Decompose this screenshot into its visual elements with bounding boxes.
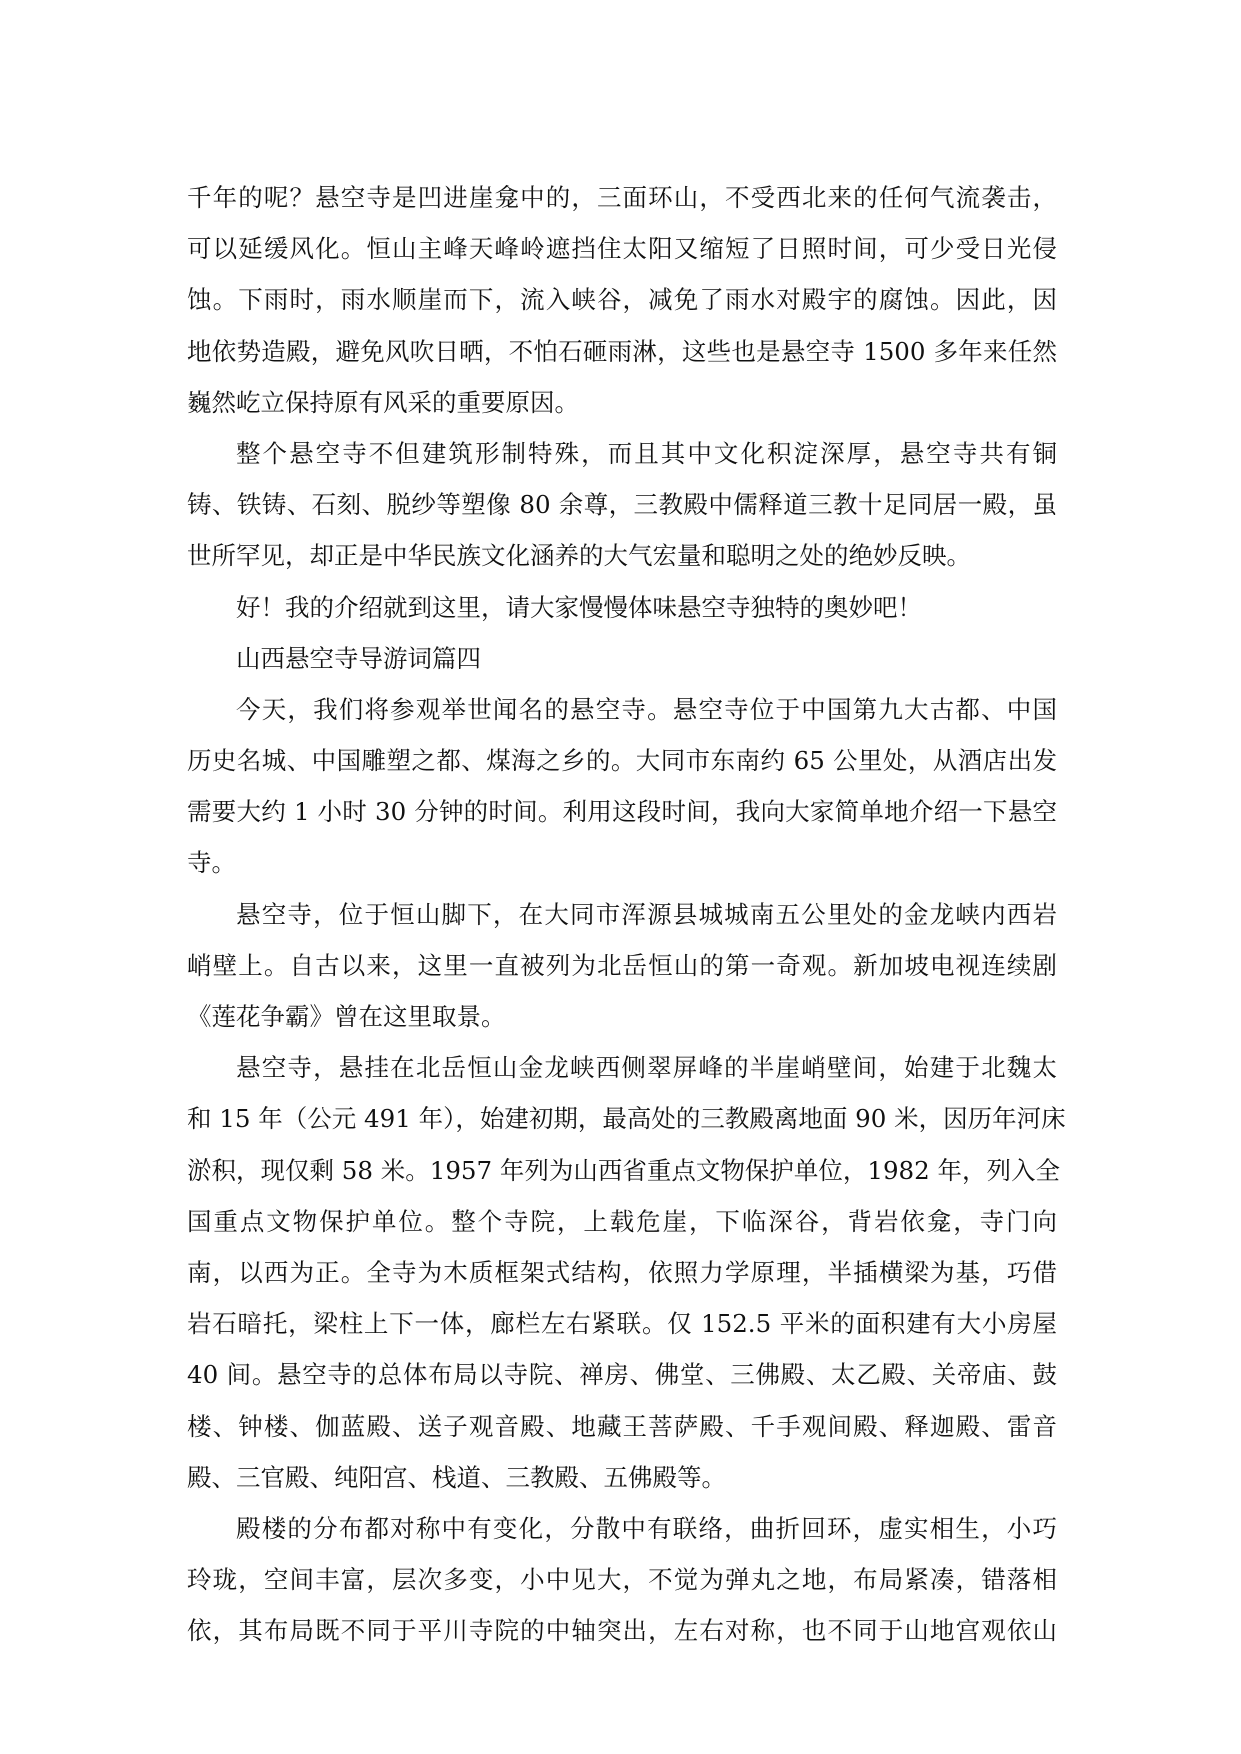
text-line: 山西悬空寺导游词篇四 — [236, 643, 481, 673]
text-line: 和 15 年（公元 491 年），始建初期，最高处的三教殿离地面 90 米，因历年河床 — [187, 1104, 1066, 1134]
text-line: 南，以西为正。全寺为木质框架式结构，依照力学原理，半插横梁为基，巧借 — [187, 1257, 1057, 1287]
text-line: 好！我的介绍就到这里，请大家慢慢体味悬空寺独特的奥妙吧！ — [236, 592, 922, 622]
text-line: 蚀。下雨时，雨水顺崖而下，流入峡谷，减免了雨水对殿宇的腐蚀。因此，因 — [187, 285, 1057, 315]
text-line: 淤积，现仅剩 58 米。1957 年列为山西省重点文物保护单位，1982 年，列入全 — [187, 1155, 1061, 1185]
text-line: 可以延缓风化。恒山主峰天峰岭遮挡住太阳又缩短了日照时间，可少受日光侵 — [187, 234, 1057, 264]
text-line: 悬空寺，位于恒山脚下，在大同市浑源县城城南五公里处的金龙峡内西岩 — [236, 899, 1057, 929]
text-line: 悬空寺，悬挂在北岳恒山金龙峡西侧翠屏峰的半崖峭壁间，始建于北魏太 — [236, 1053, 1057, 1083]
text-line: 《莲花争霸》曾在这里取景。 — [187, 1002, 506, 1031]
text-line: 巍然屹立保持原有风采的重要原因。 — [187, 387, 579, 417]
document-body — [187, 172, 1066, 1656]
text-line: 国重点文物保护单位。整个寺院，上载危崖，下临深谷，背岩依龛，寺门向 — [187, 1206, 1057, 1236]
text-line: 千年的呢？悬空寺是凹进崖龛中的，三面环山，不受西北来的任何气流袭击， — [187, 183, 1057, 212]
text-line: 峭壁上。自古以来，这里一直被列为北岳恒山的第一奇观。新加坡电视连续剧 — [187, 950, 1057, 980]
text-line: 依，其布局既不同于平川寺院的中轴突出，左右对称，也不同于山地宫观依山 — [187, 1616, 1057, 1646]
text-line: 殿、三官殿、纯阳宫、栈道、三教殿、五佛殿等。 — [187, 1462, 726, 1492]
text-line: 地依势造殿，避免风吹日晒，不怕石砸雨淋，这些也是悬空寺 1500 多年来任然 — [187, 336, 1057, 366]
text-line: 岩石暗托，梁柱上下一体，廊栏左右紧联。仅 152.5 平米的面积建有大小房屋 — [187, 1309, 1057, 1339]
text-line: 铸、铁铸、石刻、脱纱等塑像 80 余尊，三教殿中儒释道三教十足同居一殿，虽 — [187, 490, 1057, 520]
text-line: 寺。 — [187, 848, 236, 878]
text-line: 玲珑，空间丰富，层次多变，小中见大，不觉为弹丸之地，布局紧凑，错落相 — [187, 1565, 1057, 1595]
text-line: 今天，我们将参观举世闻名的悬空寺。悬空寺位于中国第九大古都、中国 — [236, 694, 1057, 724]
text-line: 世所罕见，却正是中华民族文化涵养的大气宏量和聪明之处的绝妙反映。 — [187, 541, 971, 571]
text-line: 历史名城、中国雕塑之都、煤海之乡的。大同市东南约 65 公里处，从酒店出发 — [187, 746, 1057, 776]
text-line: 整个悬空寺不但建筑形制特殊，而且其中文化积淀深厚，悬空寺共有铜 — [236, 438, 1057, 468]
text-line: 需要大约 1 小时 30 分钟的时间。利用这段时间，我向大家简单地介绍一下悬空 — [187, 797, 1057, 827]
text-line: 殿楼的分布都对称中有变化，分散中有联络，曲折回环，虚实相生，小巧 — [236, 1513, 1057, 1543]
text-line: 楼、钟楼、伽蓝殿、送子观音殿、地藏王菩萨殿、千手观间殿、释迦殿、雷音 — [187, 1411, 1057, 1441]
text-line: 40 间。悬空寺的总体布局以寺院、禅房、佛堂、三佛殿、太乙殿、关帝庙、鼓 — [187, 1360, 1057, 1390]
